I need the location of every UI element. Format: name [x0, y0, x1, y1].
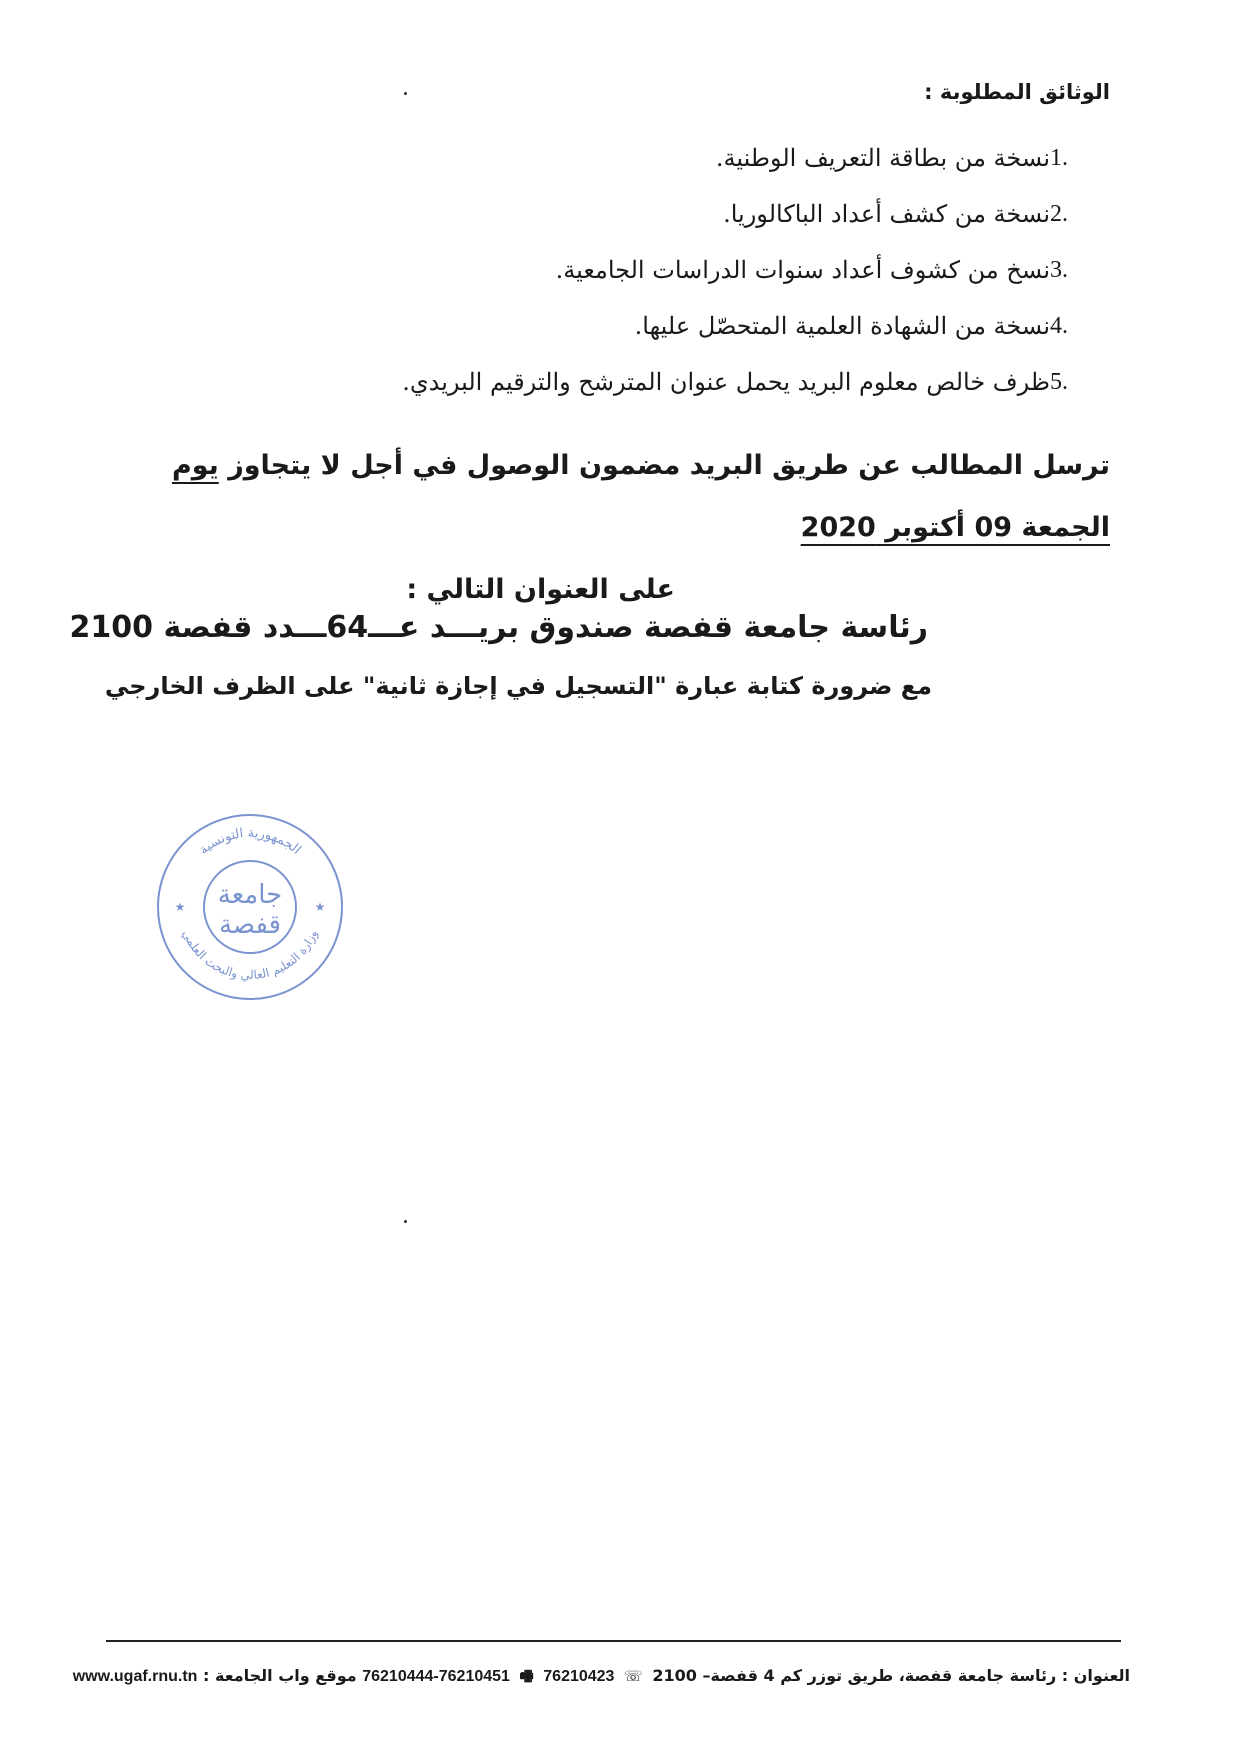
- fax-icon: 🖷: [519, 1667, 534, 1685]
- speck: [404, 92, 407, 95]
- footer-divider: [106, 1640, 1121, 1642]
- list-item: [402, 298, 1090, 354]
- footer-fax: 76210423: [543, 1668, 615, 1685]
- instruction-text: ترسل المطالب عن طريق البريد مضمون الوصول في أجل لا يتجاوز: [228, 450, 1110, 481]
- stamp-ring-bottom: وزارة التعليم العالي والبحث العلمي: [179, 927, 321, 983]
- university-stamp: [150, 807, 350, 1007]
- stamp-ring-top: الجمهورية التونسية: [196, 825, 304, 858]
- documents-list: [402, 130, 1090, 410]
- postal-address: رئاسة جامعة قفصة صندوق بريـــد عـــ64ـــدد قفصة 2100: [69, 610, 928, 645]
- stamp-center-line1: جامعة: [217, 880, 283, 910]
- item-text: نسخ من كشوف أعداد سنوات الدراسات الجامعية.: [555, 256, 1050, 284]
- stamp-center-line2: قفصة: [218, 910, 282, 940]
- documents-heading: الوثائق المطلوبة :: [924, 80, 1110, 104]
- deadline-date: يوم الجمعة 09 أكتوبر 2020: [171, 450, 1110, 543]
- list-item: [402, 354, 1090, 410]
- envelope-note: مع ضرورة كتابة عبارة "التسجيل في إجازة ثانية" على الظرف الخارجي: [104, 672, 932, 700]
- item-number: .4: [1050, 312, 1068, 339]
- star-icon: ★: [314, 900, 326, 914]
- footer-website[interactable]: www.ugaf.rnu.tn: [72, 1668, 198, 1685]
- item-text: نسخة من الشهادة العلمية المتحصّل عليها.: [634, 312, 1050, 340]
- item-number: .5: [1050, 368, 1068, 395]
- speck: [404, 1220, 407, 1223]
- footer: [72, 1666, 1130, 1691]
- list-item: [402, 242, 1090, 298]
- item-number: .2: [1050, 200, 1068, 227]
- star-icon: ★: [174, 900, 186, 914]
- list-item: [402, 186, 1090, 242]
- list-item: [402, 130, 1090, 186]
- footer-phone: 76210444-76210451: [362, 1668, 510, 1685]
- item-text: نسخة من كشف أعداد الباكالوريا.: [723, 200, 1050, 228]
- footer-address: العنوان : رئاسة جامعة قفصة، طريق توزر كم 4 قفصة– 2100: [652, 1666, 1130, 1685]
- footer-website-label: موقع واب الجامعة :: [203, 1666, 357, 1685]
- item-text: ظرف خالص معلوم البريد يحمل عنوان المترشح والترقيم البريدي.: [402, 368, 1050, 396]
- instruction-line2: على العنوان التالي :: [406, 574, 675, 605]
- item-number: .1: [1050, 144, 1068, 171]
- submission-instruction: [120, 435, 1110, 621]
- item-text: نسخة من بطاقة التعريف الوطنية.: [715, 144, 1050, 172]
- item-number: .3: [1050, 256, 1068, 283]
- telephone-icon: ☏: [624, 1667, 643, 1685]
